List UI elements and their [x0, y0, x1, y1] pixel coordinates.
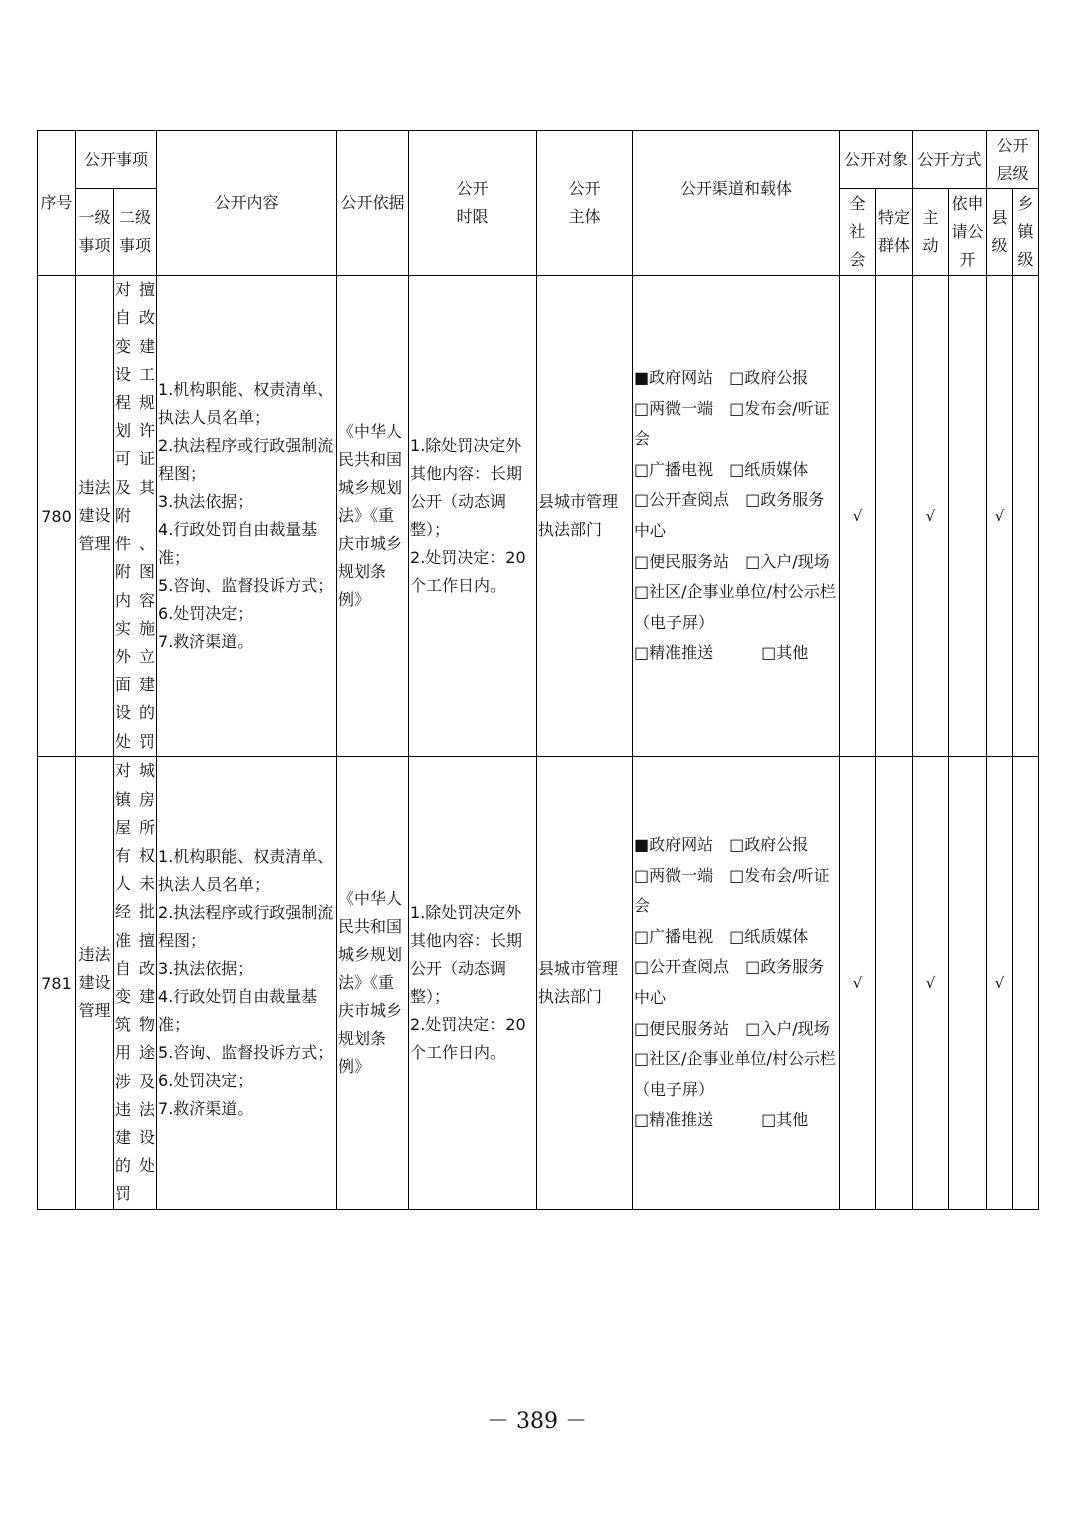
row-seq: 781 — [38, 757, 76, 1210]
header-channels: 公开渠道和载体 — [633, 131, 840, 276]
content-line: 3.执法依据； — [158, 492, 254, 511]
disclosure-table — [37, 130, 1039, 1210]
row-content — [157, 276, 337, 757]
row-time-limit — [409, 757, 537, 1210]
header-method: 公开方式 — [913, 131, 987, 189]
row-level-county: √ — [987, 757, 1013, 1210]
row-level1: 违法建设管理 — [76, 276, 114, 757]
header-method-apply: 依申请公开 — [949, 189, 987, 276]
channel-line: □广播电视 □纸质媒体 — [634, 926, 809, 946]
channel-line: □公开查阅点 □政务服务中心 — [634, 490, 825, 540]
header-target: 公开对象 — [840, 131, 913, 189]
content-line: 5.咨询、监督投诉方式； — [158, 576, 334, 595]
row-method-apply — [949, 276, 987, 757]
row-method-apply — [949, 757, 987, 1210]
header-target-specific: 特定群体 — [876, 189, 913, 276]
row-content — [157, 757, 337, 1210]
time-limit-line: 1.除处罚决定外其他内容：长期公开（动态调整）； — [410, 903, 523, 1006]
channel-line: □广播电视 □纸质媒体 — [634, 459, 809, 479]
channel-line: □便民服务站 □入户/现场 — [634, 551, 830, 571]
channel-line: □精准推送 □其他 — [634, 1110, 809, 1130]
header-char: 动 — [922, 236, 939, 255]
row-seq: 780 — [38, 276, 76, 757]
row-level-town — [1013, 757, 1039, 1210]
header-matter: 公开事项 — [76, 131, 157, 189]
row-basis: 《中华人民共和国城乡规划法》《重庆市城乡规划条例》 — [337, 757, 409, 1210]
row-level1: 违法建设管理 — [76, 757, 114, 1210]
row-target-all: √ — [840, 757, 876, 1210]
time-limit-line: 2.处罚决定：20个工作日内。 — [410, 548, 526, 595]
row-method-active: √ — [913, 276, 949, 757]
header-target-all — [840, 189, 876, 276]
content-line: 1.机构职能、权责清单、执法人员名单； — [158, 847, 334, 894]
header-char: 乡 — [1017, 194, 1034, 213]
row-method-active: √ — [913, 757, 949, 1210]
channel-line: □社区/企事业单位/村公示栏（电子屏） — [634, 1049, 836, 1099]
header-level-county — [987, 189, 1013, 276]
header-char: 级 — [991, 236, 1008, 255]
channel-line: □公开查阅点 □政务服务中心 — [634, 957, 825, 1007]
header-row-1 — [38, 131, 1039, 189]
header-char: 社 — [849, 222, 866, 241]
header-level2: 二级事项 — [114, 189, 157, 276]
channel-line: □精准推送 □其他 — [634, 643, 809, 663]
header-level: 公开层级 — [987, 131, 1039, 189]
header-level-town — [1013, 189, 1039, 276]
content-line: 4.行政处罚自由裁量基准； — [158, 520, 318, 567]
content-line: 6.处罚决定； — [158, 604, 254, 623]
content-line: 3.执法依据； — [158, 959, 254, 978]
row-subject: 县城市管理执法部门 — [537, 276, 633, 757]
row-channels — [633, 276, 840, 757]
header-time-limit-line: 公开 — [456, 179, 489, 198]
content-line: 7.救济渠道。 — [158, 632, 254, 651]
header-subject-line: 主体 — [568, 207, 601, 226]
header-method-active — [913, 189, 949, 276]
channel-line: □两微一端 □发布会/听证会 — [634, 865, 830, 916]
time-limit-line: 1.除处罚决定外其他内容：长期公开（动态调整）； — [410, 436, 523, 539]
content-line: 1.机构职能、权责清单、执法人员名单； — [158, 380, 334, 427]
header-time-limit-line: 时限 — [456, 207, 489, 226]
header-seq: 序号 — [38, 131, 76, 276]
header-time-limit — [409, 131, 537, 276]
row-subject: 县城市管理执法部门 — [537, 757, 633, 1210]
row-target-specific — [876, 757, 913, 1210]
row-basis: 《中华人民共和国城乡规划法》《重庆市城乡规划条例》 — [337, 276, 409, 757]
header-char: 镇 — [1017, 222, 1034, 241]
content-line: 7.救济渠道。 — [158, 1099, 254, 1118]
header-basis: 公开依据 — [337, 131, 409, 276]
channel-line: ■政府网站 □政府公报 — [634, 368, 809, 388]
time-limit-line: 2.处罚决定：20个工作日内。 — [410, 1015, 526, 1062]
content-line: 2.执法程序或行政强制流程图； — [158, 903, 334, 950]
row-target-all: √ — [840, 276, 876, 757]
page-number: － 389 － — [487, 1409, 587, 1434]
header-char: 县 — [991, 208, 1008, 227]
header-char: 主 — [922, 208, 939, 227]
table-row — [38, 757, 1039, 1210]
row-level2: 对擅自改变建设工程规划许可证及其附件、附图内容实施外立面建设的处罚 — [114, 276, 157, 757]
header-subject — [537, 131, 633, 276]
header-char: 级 — [1017, 250, 1034, 269]
content-line: 6.处罚决定； — [158, 1071, 254, 1090]
content-line: 2.执法程序或行政强制流程图； — [158, 436, 334, 483]
channel-line: □社区/企事业单位/村公示栏（电子屏） — [634, 582, 836, 632]
row-target-specific — [876, 276, 913, 757]
header-level1: 一级事项 — [76, 189, 114, 276]
row-level-county: √ — [987, 276, 1013, 757]
channel-line: ■政府网站 □政府公报 — [634, 835, 809, 855]
channel-line: □两微一端 □发布会/听证会 — [634, 398, 830, 449]
header-char: 会 — [849, 250, 866, 269]
row-level2: 对城镇房屋所有权人未经批准擅自改变建筑物用途涉及违法建设的处罚 — [114, 757, 157, 1210]
table-row — [38, 276, 1039, 757]
row-time-limit — [409, 276, 537, 757]
header-subject-line: 公开 — [568, 179, 601, 198]
header-content: 公开内容 — [157, 131, 337, 276]
channel-line: □便民服务站 □入户/现场 — [634, 1018, 830, 1038]
row-channels — [633, 757, 840, 1210]
content-line: 5.咨询、监督投诉方式； — [158, 1043, 334, 1062]
header-char: 全 — [849, 194, 866, 213]
row-level-town — [1013, 276, 1039, 757]
content-line: 4.行政处罚自由裁量基准； — [158, 987, 318, 1034]
